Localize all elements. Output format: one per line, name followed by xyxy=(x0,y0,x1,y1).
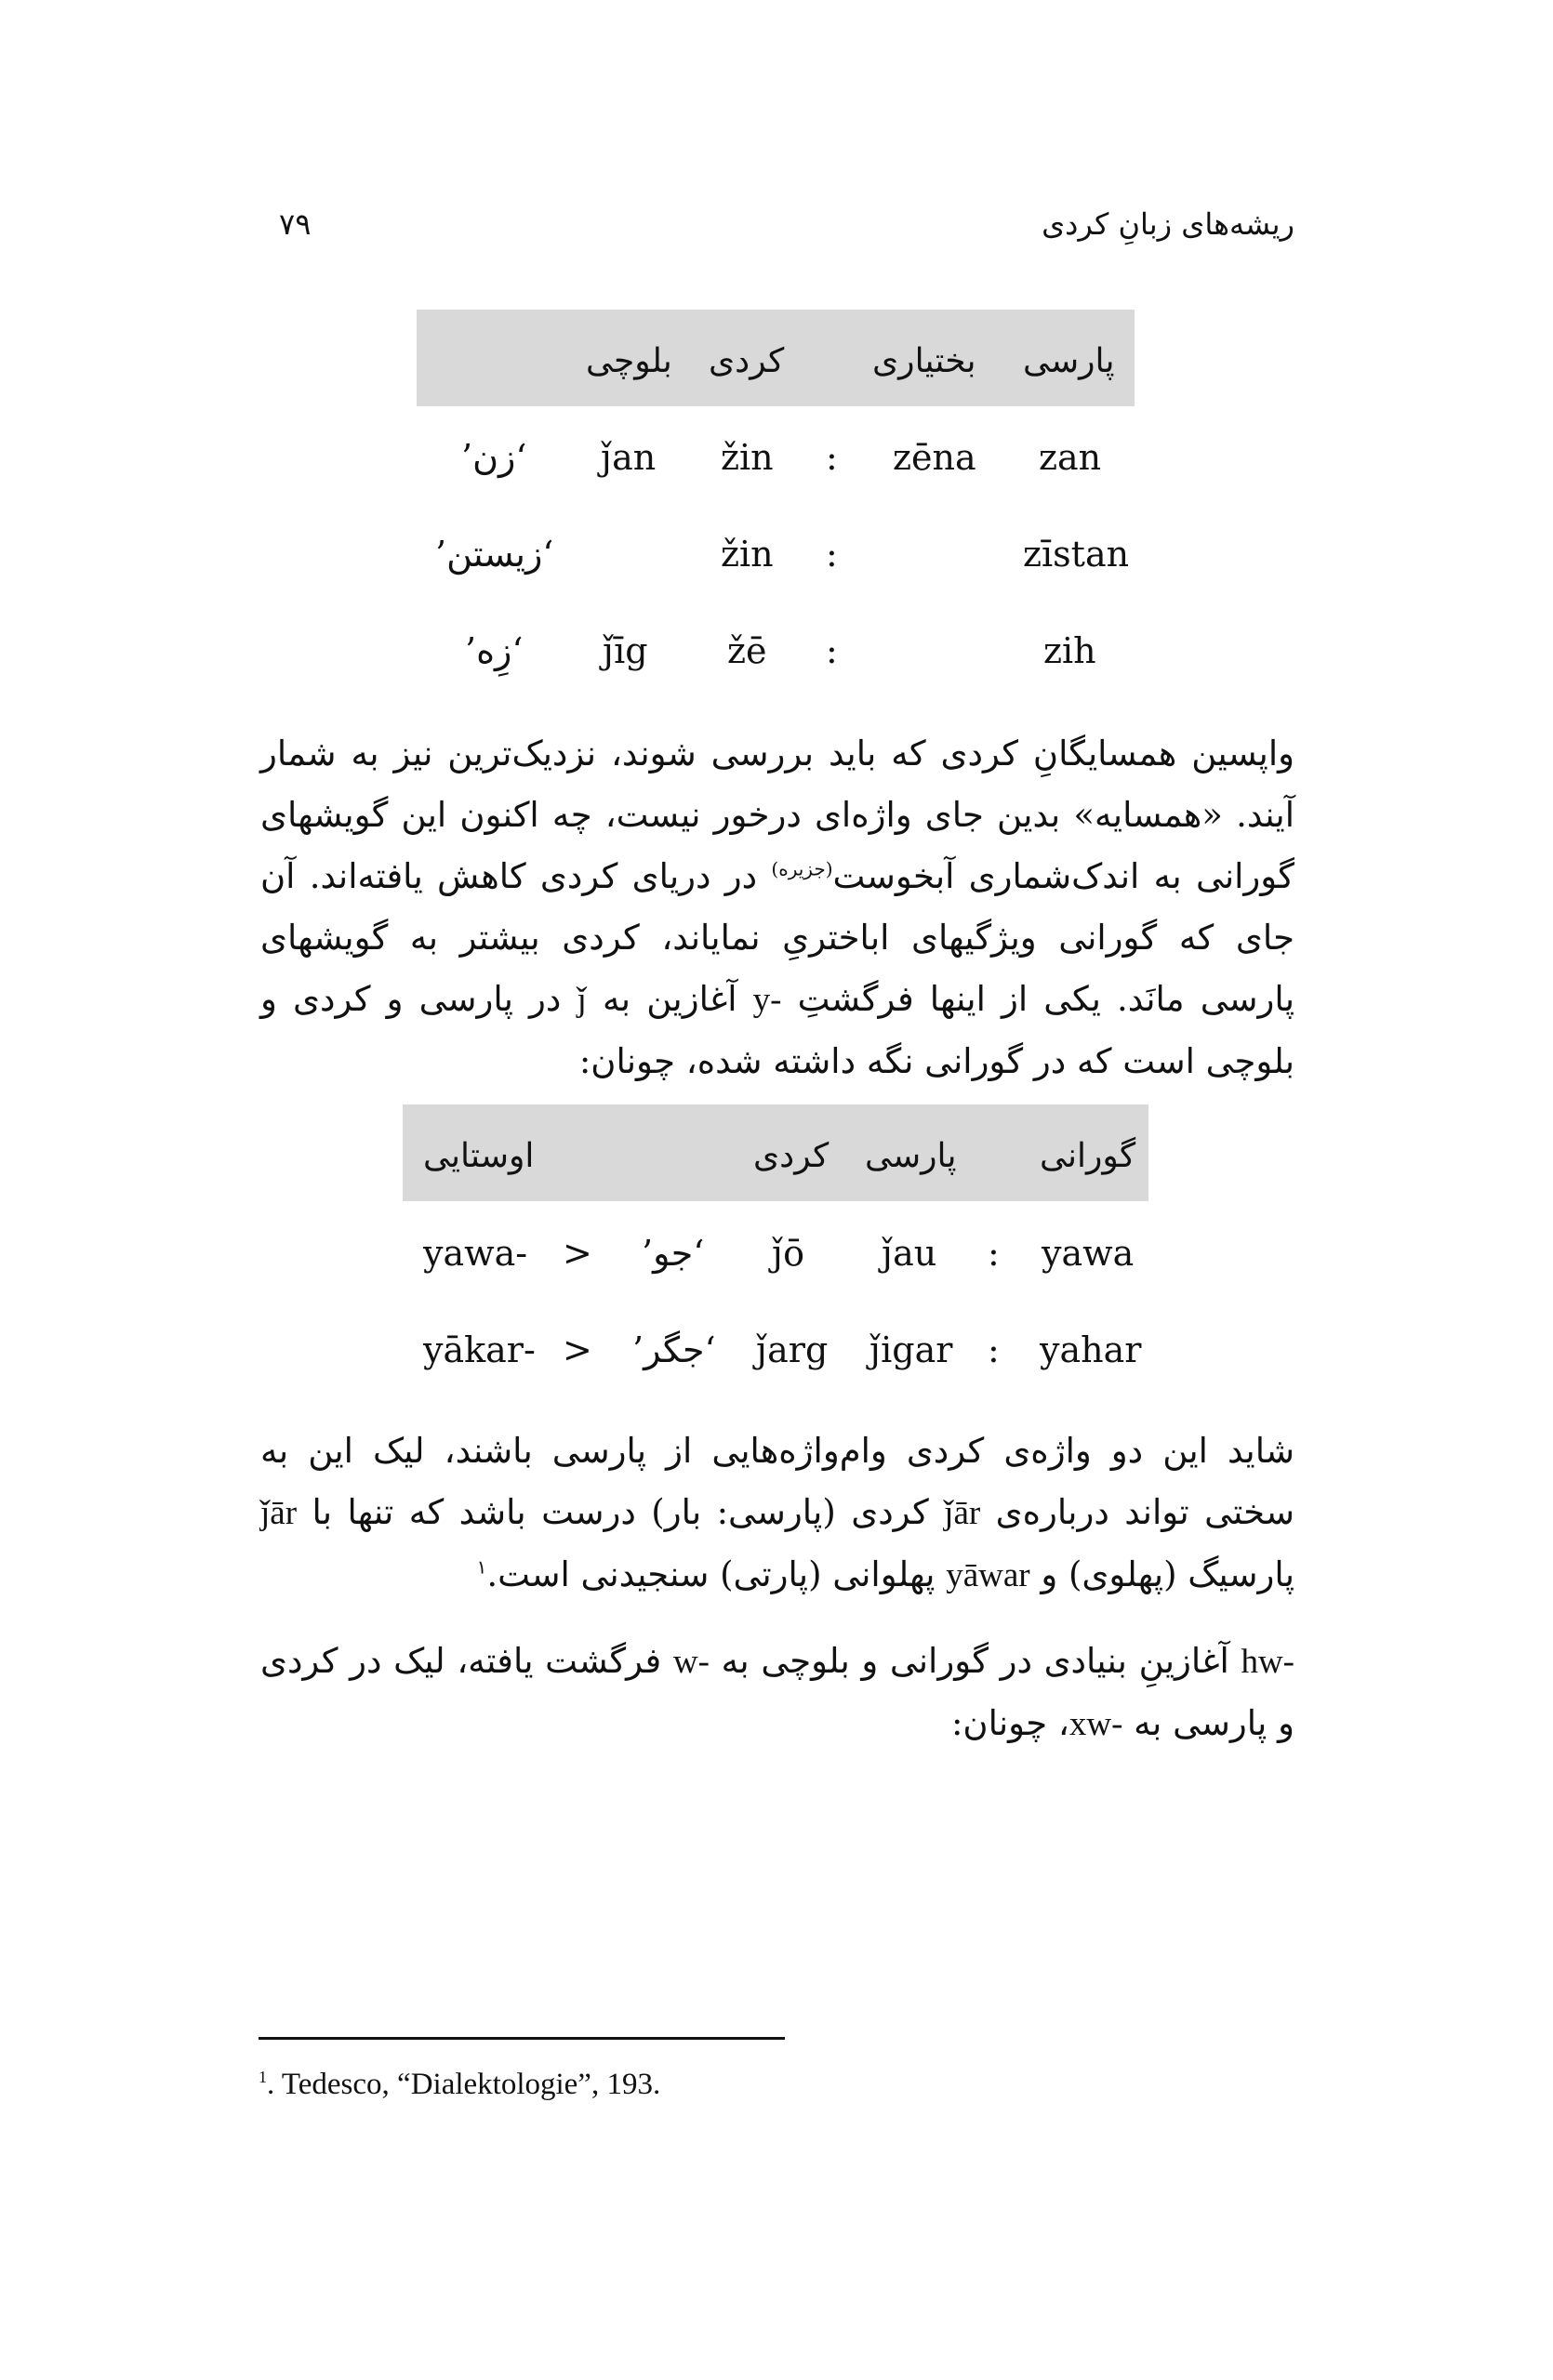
column-header: اوستایی xyxy=(423,1137,535,1175)
paragraph-text: کردی (پارسی: بار) درست باشد که تنها با xyxy=(297,1492,945,1532)
table-cell: ‘جو’ xyxy=(642,1233,705,1274)
footnote-text: . Tedesco, “Dialektologie”, 193. xyxy=(267,2068,661,2101)
column-header: کردی xyxy=(753,1137,830,1175)
table-cell: yākar- xyxy=(423,1329,536,1370)
paragraph-text: آغازین به xyxy=(586,979,753,1019)
paragraph-text: ، چونان: xyxy=(950,1703,1069,1743)
table-cell: ǰō xyxy=(772,1233,805,1274)
footnote-divider xyxy=(259,2037,785,2040)
column-header: پارسی xyxy=(865,1137,957,1175)
table-cell: zēna xyxy=(893,437,976,478)
table-cell: yawa- xyxy=(423,1233,528,1274)
table-cell: ‘جگر’ xyxy=(632,1329,716,1370)
table-cell: žin xyxy=(721,437,774,478)
footnote-number: 1 xyxy=(259,2068,267,2086)
table-cell: : xyxy=(826,534,838,575)
paragraph-text: شاید این دو واژه‌ی کردی وام‌واژه‌هایی از پارسی باشند، لیک این به سختی تواند درباره‌ی xyxy=(260,1431,1295,1532)
paragraph-text: آغازینِ بنیادی در گورانی و بلوچی به xyxy=(709,1641,1241,1681)
latin-term: w- xyxy=(672,1643,710,1681)
latin-term: yāwar xyxy=(946,1556,1030,1594)
paragraph-text: پارسیگ (پهلوی) و xyxy=(1029,1554,1294,1594)
column-header: بختیاری xyxy=(872,342,976,380)
latin-term: y- xyxy=(752,981,782,1019)
table-cell: žē xyxy=(727,630,767,671)
latin-term: ǰār xyxy=(944,1494,981,1532)
paragraph-text: پهلوانی (پارتی) سنجیدنی است. xyxy=(486,1554,947,1594)
paragraph-1 xyxy=(260,723,1294,1092)
column-header: کردی xyxy=(709,342,785,380)
table-cell: : xyxy=(988,1233,1000,1274)
paragraph-text: واپسین همسایگانِ کردی که باید بررسی شوند، نزدیک‌ترین نیز به شمار آیند. «همسایه» بدین جای واژه‌ای درخور نیست، چه اکنون این گویشهای گورانی به اندک‌شماری آبخوست xyxy=(260,734,1294,896)
table-cell: yawa xyxy=(1042,1233,1135,1274)
table-cell: žin xyxy=(721,534,774,575)
column-header: پارسی xyxy=(1023,342,1115,380)
table-cell: ǰan xyxy=(601,437,657,478)
table-cell: yahar xyxy=(1040,1329,1142,1370)
latin-term: xw- xyxy=(1069,1705,1123,1743)
column-header: گورانی xyxy=(1040,1137,1136,1175)
paragraph-3 xyxy=(260,1631,1294,1755)
page-number: ۷۹ xyxy=(279,206,312,242)
table-cell: ‘زن’ xyxy=(461,437,527,478)
paragraph-text: در پارسی و کردی و بلوچی است که در گورانی نگه داشته شده، چونان: xyxy=(260,979,1294,1081)
latin-term: ǰār xyxy=(260,1494,298,1532)
paragraph-text: فرگشت یافته، لیک در کردی و پارسی به xyxy=(260,1641,1294,1743)
paragraph-text: در دریای کردی کاهش یافته‌اند. آن جای که گورانی ویژگیهای اباختریِ نمایاند، کردی بیشتر به گویشهای پارسی مانَد. یکی از اینها فرگشتِ xyxy=(260,856,1295,1019)
table-cell: zih xyxy=(1043,630,1096,671)
table-cell: ǰau xyxy=(882,1233,937,1274)
inline-note: (جزیره) xyxy=(771,857,833,880)
table-cell: : xyxy=(826,437,838,478)
latin-term: ǰ xyxy=(577,981,587,1019)
table-cell: : xyxy=(826,630,838,671)
table-cell: ‘زیستن’ xyxy=(435,534,554,575)
table-cell: > xyxy=(563,1329,592,1370)
paragraph-2 xyxy=(260,1421,1294,1606)
table-cell: > xyxy=(563,1233,592,1274)
latin-term: hw- xyxy=(1241,1643,1294,1681)
running-title: ریشه‌های زبانِ کردی xyxy=(1042,206,1294,242)
table-cell: zan xyxy=(1039,437,1102,478)
footnote-reference[interactable]: ۱ xyxy=(476,1555,487,1579)
table-cell: : xyxy=(988,1329,1000,1370)
table-cell: ǰigar xyxy=(869,1329,953,1370)
footnote xyxy=(259,2068,660,2102)
table-cell: ‘زِه’ xyxy=(465,630,524,671)
table-cell: ǰīg xyxy=(603,630,648,671)
column-header: بلوچی xyxy=(586,342,672,380)
table-cell: ǰarg xyxy=(756,1329,829,1370)
table-cell: zīstan xyxy=(1023,534,1130,575)
